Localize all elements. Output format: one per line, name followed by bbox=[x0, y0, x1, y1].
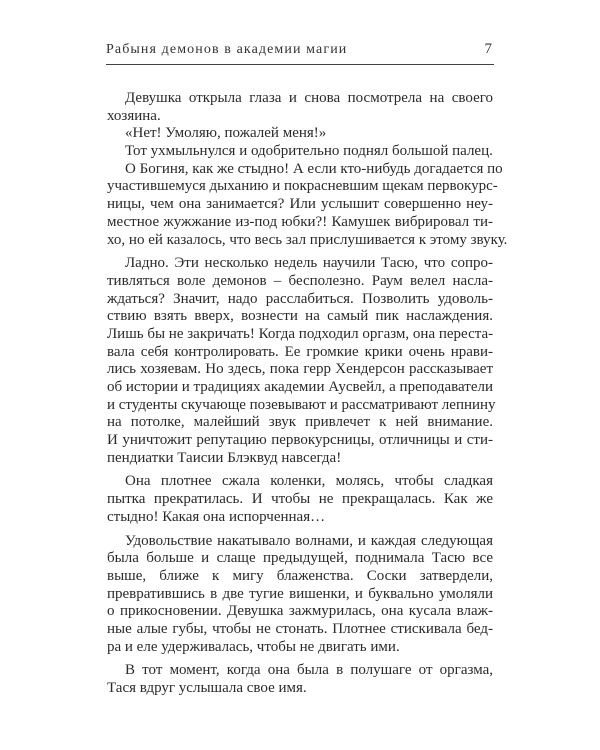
text-line: О Богиня, как же стыдно! А если кто-нибудь догадается по bbox=[125, 160, 503, 177]
paragraph bbox=[107, 662, 493, 697]
page-number: 7 bbox=[484, 41, 492, 57]
text-line: И уничтожит репутацию первокурсницы, отличницы и сти- bbox=[107, 432, 493, 449]
text-line: ра и еле удерживалась, чтобы не двигать ими. bbox=[107, 638, 400, 655]
text-line: Девушка открыла глаза и снова посмотрела на своего bbox=[125, 90, 493, 106]
text-line: вала себя контролировать. Ее громкие крики очень нрави- bbox=[107, 343, 493, 360]
text-line: и студенты скучающе позевывают и рассматривают лепнину bbox=[107, 396, 496, 413]
paragraph bbox=[107, 143, 493, 161]
text-line: тивляться воле демонов – бесполезно. Раум велел насла- bbox=[107, 272, 493, 289]
text-line: В тот момент, когда она была в полушаге от оргазма, bbox=[125, 662, 493, 679]
paragraph bbox=[107, 90, 493, 125]
book-title: Рабыня демонов в академии магии bbox=[106, 42, 348, 57]
text-line: Удовольствие накатывало волнами, и каждая следующая bbox=[125, 532, 493, 549]
text-line: ницы, чем она занимается? Или услышит совершенно неу- bbox=[107, 196, 493, 213]
text-line: Она плотнее сжала коленки, молясь, чтобы сладкая bbox=[125, 473, 493, 490]
text-line: пендиатки Таисии Блэквуд навсегда! bbox=[107, 449, 342, 466]
text-line: об истории и традициях академии Аусвейл, а преподаватели bbox=[107, 379, 493, 395]
text-line: была больше и слаще предыдущей, поднимала Тасю все bbox=[107, 550, 493, 567]
text-line: участившемуся дыханию и покрасневшим щекам первокурс- bbox=[107, 178, 498, 195]
text-line: лись хозяевам. Но здесь, пока герр Хендерсон рассказывает bbox=[107, 361, 493, 378]
text-line: о прикосновении. Девушка зажмурилась, она кусала влаж- bbox=[107, 603, 493, 620]
text-line: ждаться? Значит, надо расслабиться. Позволить удоволь- bbox=[107, 290, 493, 307]
paragraph bbox=[107, 255, 496, 467]
text-line: Ладно. Эти несколько недель научили Тасю, что сопро- bbox=[125, 255, 493, 272]
text-line: на потолке, малейший звук привлечет к ней внимание. bbox=[107, 414, 493, 431]
running-header bbox=[106, 40, 494, 65]
text-line: хозяина. bbox=[107, 107, 161, 124]
text-line: Лишь бы не закричать! Когда подходил оргазм, она переста- bbox=[107, 325, 494, 342]
text-line: выше, ближе к мигу блаженства. Соски затвердели, bbox=[107, 567, 493, 584]
page-body bbox=[107, 90, 508, 698]
text-line: стыдно! Какая она испорченная… bbox=[107, 508, 326, 525]
text-line: ствию взять вверх, вознести на самый пик наслаждения. bbox=[107, 308, 493, 325]
text-line: ные алые губы, чтобы не стонать. Плотнее стискивала бед- bbox=[107, 620, 493, 637]
text-line: пытка прекратилась. И чтобы не прекращалась. Как же bbox=[107, 491, 493, 508]
paragraph bbox=[107, 533, 493, 657]
paragraph bbox=[107, 125, 493, 143]
text-line: хо, но ей казалось, что весь зал прислушивается к этому звуку. bbox=[107, 231, 508, 248]
text-line: «Нет! Умоляю, пожалей меня!» bbox=[125, 125, 327, 142]
paragraph bbox=[107, 160, 508, 249]
paragraph bbox=[107, 473, 493, 526]
text-line: Тот ухмыльнулся и одобрительно поднял большой палец. bbox=[125, 143, 493, 160]
text-line: местное жужжание из-под юбки?! Камушек вибрировал ти- bbox=[107, 213, 493, 230]
text-line: превратившись в две тугие вишенки, и буквально умоляли bbox=[107, 585, 493, 602]
text-line: Тася вдруг услышала свое имя. bbox=[107, 680, 307, 696]
